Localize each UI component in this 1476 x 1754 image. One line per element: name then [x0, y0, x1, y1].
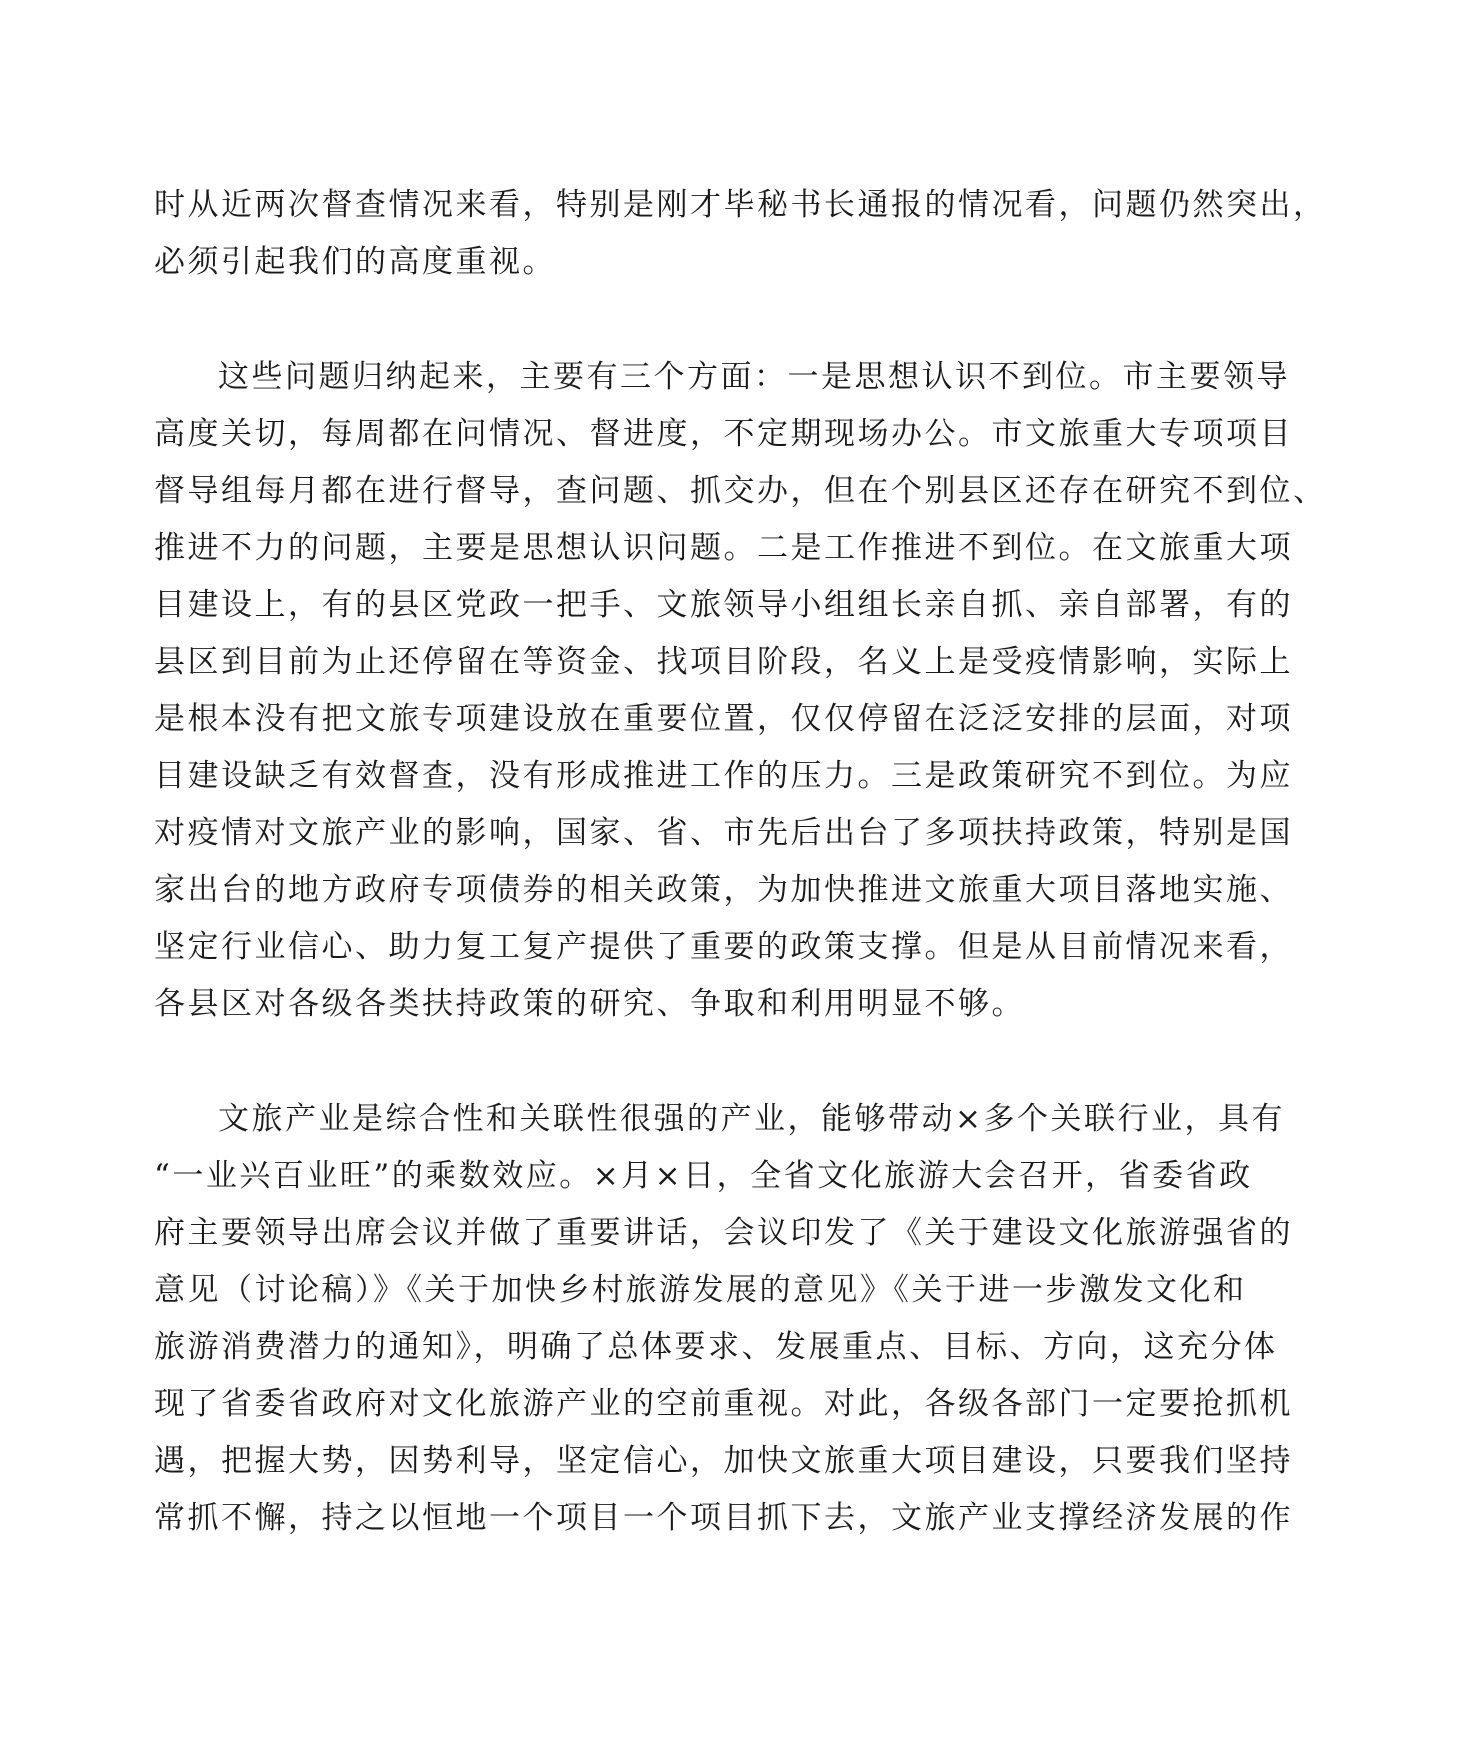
paragraph-line: 家出台的地方政府专项债券的相关政策，为加快推进文旅重大项目落地实施、 — [154, 872, 1293, 908]
paragraph-line: 是根本没有把文旅专项建设放在重要位置，仅仅停留在泛泛安排的层面，对项 — [154, 701, 1293, 737]
paragraph-line: 目建设缺乏有效督查，没有形成推进工作的压力。三是政策研究不到位。为应 — [154, 758, 1293, 794]
paragraph-line: 高度关切，每周都在问情况、督进度，不定期现场办公。市文旅重大专项项目 — [154, 416, 1293, 452]
paragraph-line: 这些问题归纳起来，主要有三个方面：一是思想认识不到位。市主要领导 — [218, 359, 1290, 395]
paragraph-line: “一业兴百业旺”的乘数效应。×月×日，全省文化旅游大会召开，省委省政 — [154, 1158, 1253, 1194]
paragraph-line: 坚定行业信心、助力复工复产提供了重要的政策支撑。但是从目前情况来看， — [154, 929, 1293, 965]
paragraph-line: 县区到目前为止还停留在等资金、找项目阶段，名义上是受疫情影响，实际上 — [154, 644, 1293, 680]
paragraph-line: 文旅产业是综合性和关联性很强的产业，能够带动×多个关联行业，具有 — [218, 1101, 1285, 1137]
paragraph-line: 府主要领导出席会议并做了重要讲话，会议印发了《关于建设文化旅游强省的 — [154, 1215, 1293, 1251]
paragraph-line: 意见（讨论稿）》《关于加快乡村旅游发展的意见》《关于进一步激发文化和 — [154, 1272, 1247, 1308]
paragraph-line: 推进不力的问题，主要是思想认识问题。二是工作推进不到位。在文旅重大项 — [154, 530, 1293, 566]
paragraph-line: 现了省委省政府对文化旅游产业的空前重视。对此，各级各部门一定要抢抓机 — [154, 1386, 1293, 1422]
paragraph-line: 遇，把握大势，因势利导，坚定信心，加快文旅重大项目建设，只要我们坚持 — [154, 1443, 1293, 1479]
paragraph-line: 对疫情对文旅产业的影响，国家、省、市先后出台了多项扶持政策，特别是国 — [154, 815, 1293, 851]
paragraph-line: 督导组每月都在进行督导，查问题、抓交办，但在个别县区还存在研究不到位、 — [154, 473, 1327, 509]
paragraph-line: 各县区对各级各类扶持政策的研究、争取和利用明显不够。 — [154, 986, 1025, 1022]
paragraph-line: 常抓不懈，持之以恒地一个项目一个项目抓下去，文旅产业支撑经济发展的作 — [154, 1500, 1293, 1536]
paragraph-line: 目建设上，有的县区党政一把手、文旅领导小组组长亲自抓、亲自部署，有的 — [154, 587, 1293, 623]
paragraph-line: 旅游消费潜力的通知》，明确了总体要求、发展重点、目标、方向，这充分体 — [154, 1329, 1278, 1365]
paragraph-line: 时从近两次督查情况来看，特别是刚才毕秘书长通报的情况看，问题仍然突出， — [154, 187, 1327, 223]
paragraph-line: 必须引起我们的高度重视。 — [154, 244, 556, 280]
